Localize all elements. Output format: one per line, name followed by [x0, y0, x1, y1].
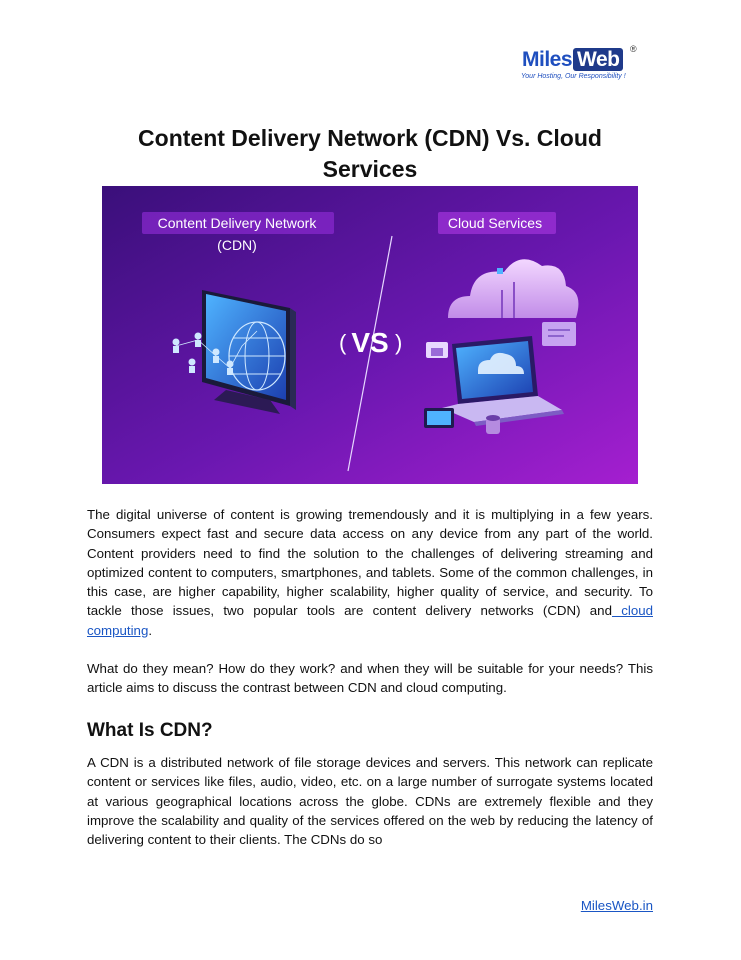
intro-end: .: [148, 622, 153, 638]
svg-text:): ): [395, 330, 403, 355]
cdn-definition-paragraph: A CDN is a distributed network of file storage devices and servers. This network can replicate content or services like files, audio, video, etc. on a large number of surrogate systems located at various geographical locations across the globe. CDNs are extremely flexible and they improve the scalability and quality of the services offered on the web by reducing the latency of delivering content to their clients. The CDNs do so: [87, 755, 653, 848]
registered-mark: ®: [630, 44, 637, 54]
label-cloud-services: Cloud Services: [447, 215, 543, 231]
intro-text: The digital universe of content is growing tremendously and it is multiplying in a few years. Consumers expect fast and secure data access on any device from any part of the world. Content providers need to find the solution to the challenges of delivering streaming and optimized content to computers, smartphones, and tablets. Some of the common challenges, in this case, are higher capability, higher scalability, higher quality of service, and security. To tackle those issues, two popular tools are content delivery networks (CDN) and: [87, 507, 653, 619]
logo-miles: Miles: [522, 48, 573, 71]
heading-what-is-cdn: What Is CDN?: [87, 720, 213, 741]
questions-paragraph: What do they mean? How do they work? and when they will be suitable for your needs? This article aims to discuss the contrast between CDN and cloud computing.: [87, 661, 653, 696]
logo-web: Web: [573, 48, 623, 71]
hero-illustration: [102, 186, 638, 484]
cloud-computing-link[interactable]: cloud computing: [87, 603, 653, 638]
logo-tagline: Your Hosting, Our Responsibility !: [521, 73, 626, 80]
page-title: Content Delivery Network (CDN) Vs. Cloud Services: [138, 125, 602, 183]
footer-milesweb-link[interactable]: MilesWeb.in: [580, 898, 653, 913]
vs-text: VS: [351, 327, 389, 358]
label-cdn-line2: (CDN): [217, 237, 257, 253]
label-cdn-line1: Content Delivery Network: [157, 215, 317, 231]
milesweb-logo[interactable]: [518, 44, 640, 84]
logo-wordmark: [522, 48, 623, 72]
svg-text:(: (: [339, 330, 347, 355]
intro-paragraph: [87, 505, 653, 640]
